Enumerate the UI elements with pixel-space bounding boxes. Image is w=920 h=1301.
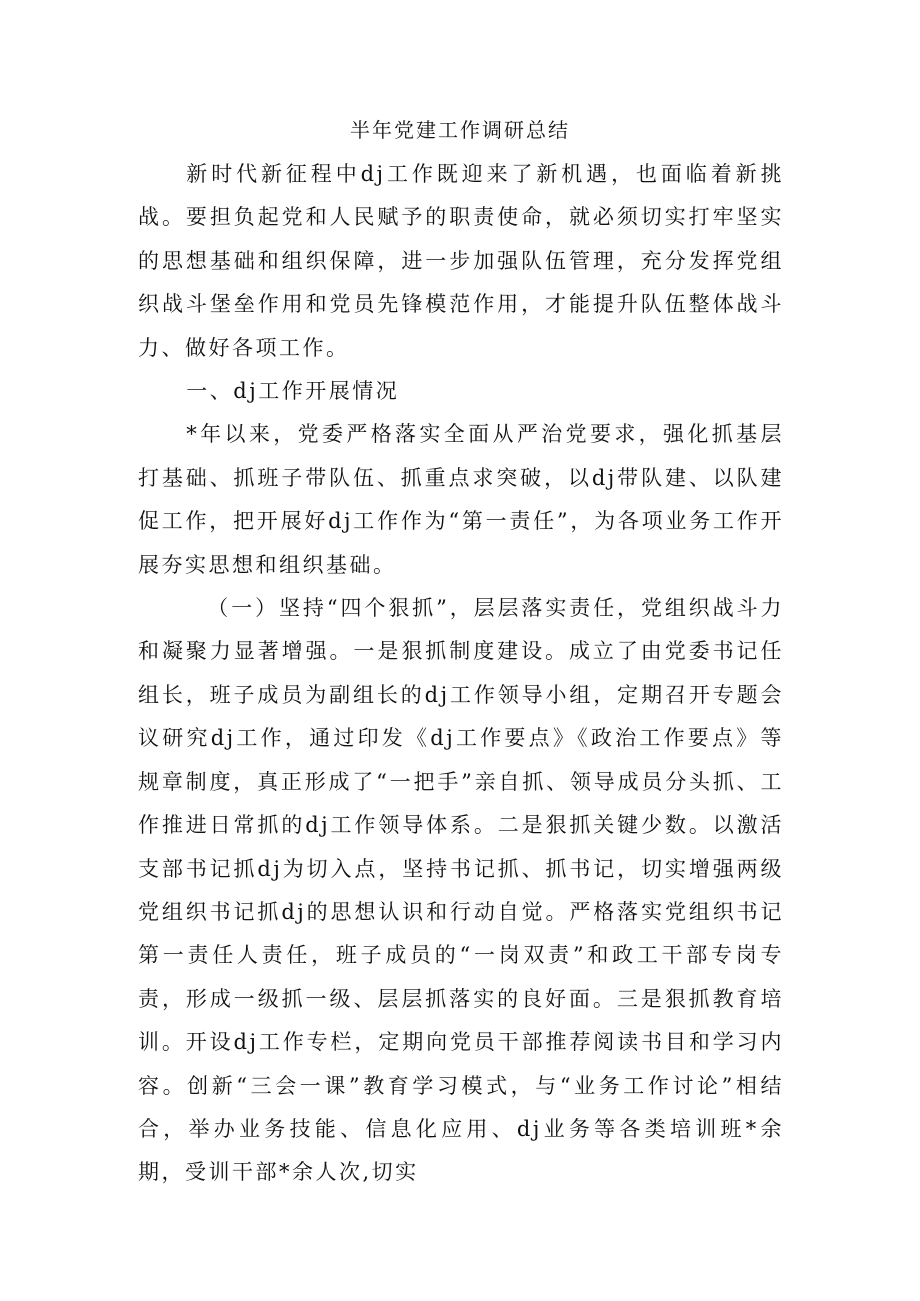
document-title: 半年党建工作调研总结: [350, 118, 570, 142]
paragraph-subsection-1: （一）坚持“四个狠抓”，层层落实责任，党组织战斗力和凝聚力显著增强。一是狠抓制度建设。成立了由党委书记任组长，班子成员为副组长的dj工作领导小组，定期召开专题会议研究dj工作，通过印发《dj工作要点》《政治工作要点》等规章制度，真正形成了“一把手”亲自抓、领导成员分头抓、工作推进日常抓的dj工作领导体系。二是狠抓关键少数。以激活支部书记抓dj为切入点，坚持书记抓、抓书记，切实增强两级党组织书记抓dj的思想认识和行动自觉。严格落实党组织书记第一责任人责任，班子成员的“一岗双责”和政工干部专岗专责，形成一级抓一级、层层抓落实的良好面。三是狠抓教育培训。开设dj工作专栏，定期向党员干部推荐阅读书目和学习内容。创新“三会一课”教育学习模式，与“业务工作讨论”相结合，举办业务技能、信息化应用、dj业务等各类培训班*余期，受训干部*余人次,切实: [138, 596, 784, 1185]
section-heading: 一、dj工作开展情况: [186, 379, 400, 404]
paragraph-intro: 新时代新征程中dj工作既迎来了新机遇，也面临着新挑战。要担负起党和人民赋予的职责使命，就必须切实打牢坚实的思想基础和组织保障，进一步加强队伍管理，充分发挥党组织战斗堡垒作用和党员先锋模范作用，才能提升队伍整体战斗力、做好各项工作。: [138, 162, 784, 360]
paragraph-overview: *年以来，党委严格落实全面从严治党要求，强化抓基层打基础、抓班子带队伍、抓重点求突破，以dj带队建、以队建促工作，把开展好dj工作作为“第一责任”，为各项业务工作开展夯实思想和组织基础。: [138, 422, 784, 577]
document-body: [138, 153, 784, 1195]
